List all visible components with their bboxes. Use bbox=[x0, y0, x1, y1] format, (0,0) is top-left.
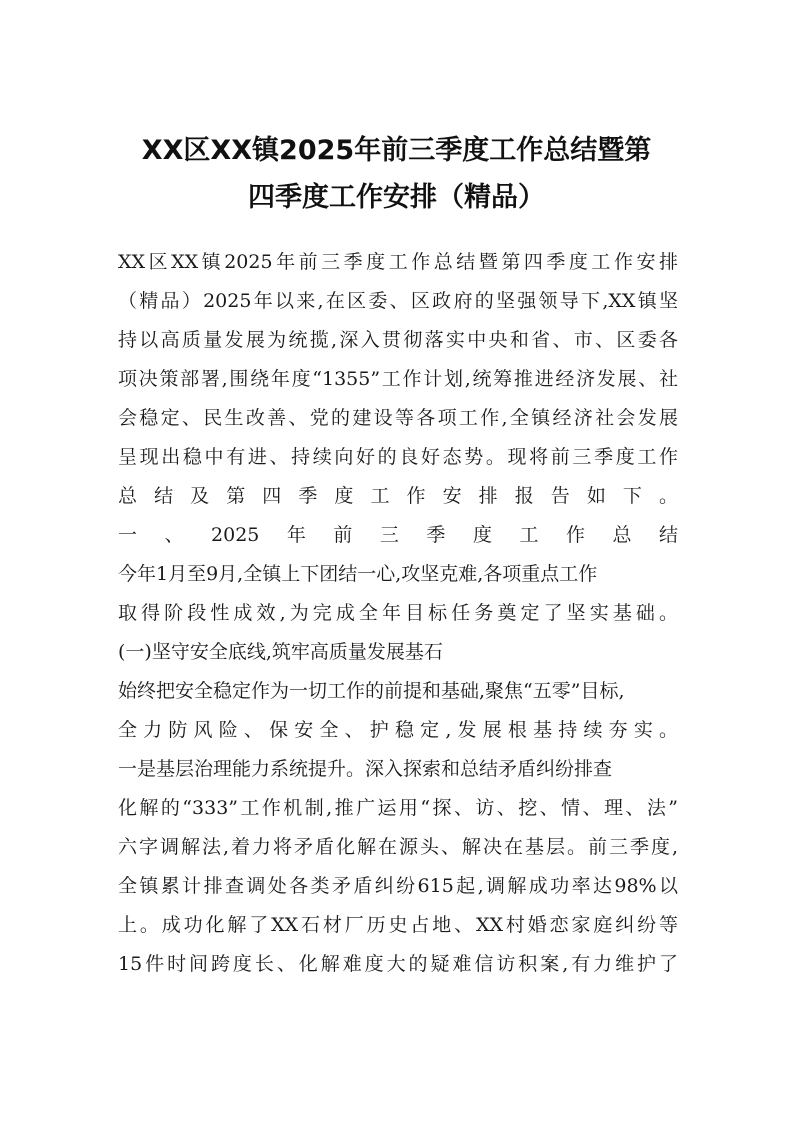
body-line: 项决策部署,围绕年度“1355”工作计划,统筹推进经济发展、社 bbox=[118, 368, 678, 390]
body-line: 一是基层治理能力系统提升。深入探索和总结矛盾纠纷排查 bbox=[118, 758, 613, 780]
body-line: 化解的“333”工作机制,推广运用“探、访、挖、情、理、法” bbox=[118, 797, 678, 819]
section-heading: 今年1月至9月,全镇上下团结一心,攻坚克难,各项重点工作 bbox=[118, 563, 598, 585]
body-line: 六字调解法,着力将矛盾化解在源头、解决在基层。前三季度, bbox=[118, 836, 678, 858]
body-line: 总结及第四季度工作安排报告如下。 bbox=[118, 485, 678, 507]
body-line: 15件时间跨度长、化解难度大的疑难信访积案,有力维护了 bbox=[118, 953, 678, 975]
document-title-line-2: 四季度工作安排（精品） bbox=[248, 182, 545, 213]
body-line: 持以高质量发展为统揽,深入贯彻落实中央和省、市、区委各 bbox=[118, 329, 678, 351]
body-line: 呈现出稳中有进、持续向好的良好态势。现将前三季度工作 bbox=[118, 446, 678, 468]
body-line: 会稳定、民生改善、党的建设等各项工作,全镇经济社会发展 bbox=[118, 407, 678, 429]
body-line: 全力防风险、保安全、护稳定,发展根基持续夯实。 bbox=[118, 719, 678, 741]
body-line: 全镇累计排查调处各类矛盾纠纷615起,调解成功率达98%以 bbox=[118, 875, 678, 897]
body-line: XX区XX镇2025年前三季度工作总结暨第四季度工作安排 bbox=[118, 251, 678, 273]
subsection-heading: 始终把安全稳定作为一切工作的前提和基础,聚焦“五零”目标, bbox=[118, 680, 625, 702]
body-line: (一)坚守安全底线,筑牢高质量发展基石 bbox=[118, 641, 443, 663]
body-line: 取得阶段性成效,为完成全年目标任务奠定了坚实基础。 bbox=[118, 602, 678, 624]
body-line: 上。成功化解了XX石材厂历史占地、XX村婚恋家庭纠纷等 bbox=[118, 914, 678, 936]
body-line: （精品）2025年以来,在区委、区政府的坚强领导下,XX镇坚 bbox=[118, 290, 678, 312]
body-line: 一、2025年前三季度工作总结 bbox=[118, 524, 678, 546]
document-title-line-1: XX区XX镇2025年前三季度工作总结暨第 bbox=[141, 135, 652, 166]
